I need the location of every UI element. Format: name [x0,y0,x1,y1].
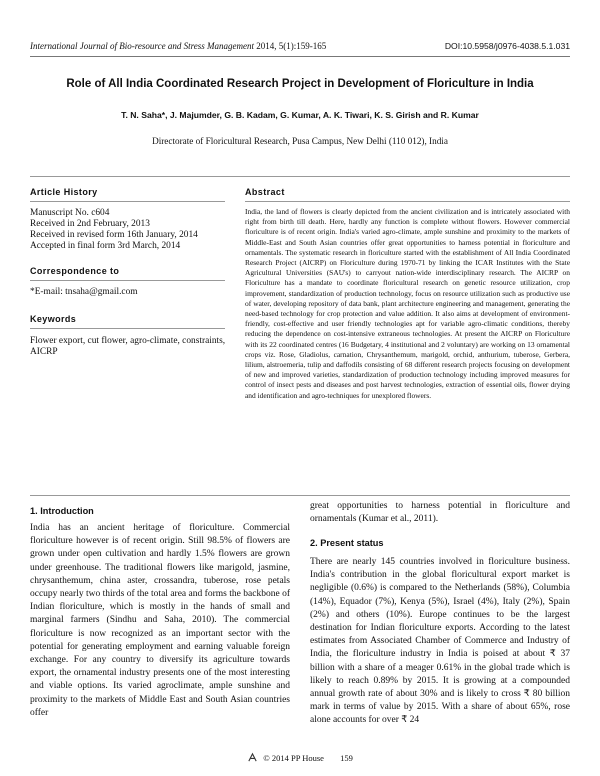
affiliation: Directorate of Floricultural Research, Pusa Campus, New Delhi (110 012), India [152,136,448,146]
authors: T. N. Saha*, J. Majumder, G. B. Kadam, G. Kumar, A. K. Tiwari, K. S. Girish and R. Kumar [121,110,479,120]
copyright: © 2014 PP House [263,753,324,763]
present-status-text: There are nearly 145 countries involved in floriculture business. India's contribution in the global floricultural export market is negligible (0.6%) is compared to the Netherlands (58%), Columbia (14%), Equador (7%), Kenya (5%), Israel (4%), Italy (2%), Spain (2%) and others (10%). Europe continues to be the largest destination for Indian floriculture exports. According to the latest estimates from Associated Chamber of Commerce and Industry of India, the floriculture industry in India is poised at about ₹ 37 billion with a share of a meager 0.61% in the global trade which is likely to reach 0.89% by 2015. It is growing at a compounded annual growth rate of about 30% and is likely to cross ₹ 80 billion mark in terms of value by 2015. With a share of about 65%, rose alone accounts for over ₹ 24 [310,557,570,726]
page-number: 159 [340,753,353,763]
abstract-rule [30,495,570,496]
header-rule [30,56,570,57]
keywords-heading: Keywords [30,314,225,329]
introduction-continuation: great opportunities to harness potential in floriculture and ornamentals (Kumar et al., 2011). [310,501,570,525]
keywords-text: Flower export, cut flower, agro-climate, constraints, AICRP [30,336,226,357]
page-footer [0,752,600,763]
journal-name: International Journal of Bio-resource and Stress Management [30,41,254,51]
history-line: Received in 2nd February, 2013 [30,219,150,229]
abstract-heading: Abstract [245,187,570,202]
section-rule [30,176,570,177]
doi[interactable]: DOI:10.5958/j0976-4038.5.1.031 [444,41,570,51]
article-history [30,208,230,252]
publisher-logo-icon [247,752,258,763]
running-header [30,41,570,51]
journal-citation [30,41,326,51]
citation: 2014, 5(1):159-165 [256,41,327,51]
introduction-heading: 1. Introduction [30,506,94,516]
correspondence-email[interactable]: *E-mail: tnsaha@gmail.com [30,287,138,297]
present-status-heading: 2. Present status [310,538,384,548]
article-history-heading: Article History [30,187,225,202]
introduction-text: India has an ancient heritage of floriculture. Commercial floriculture however is of recent origin. Still 98.5% of flowers are grown under open cultivation and hardly 1.5% flowers are grown under greenhouse. The traditional flowers like marigold, jasmine, chrysanthemum, china aster, crossandra, tuberose, rose petals occupy nearly two thirds of the total area and forms the backbone of Indian floriculture, which is mostly in the hands of small and marginal farmers (Sindhu and Saha, 2010). The commercial floriculture is now recognized as an important sector with the potential for generating employment and earning valuable foreign exchange. For any country to diversify its agriculture towards export, the ornamental industry presents one of the most interesting and viable options. Its varied agroclimate, ample sunshine and proximity to the markets of Middle East and South Asian countries offer [30,523,290,718]
paper-title: Role of All India Coordinated Research Project in Development of Floriculture in India [66,78,534,90]
correspondence-heading: Correspondence to [30,266,225,281]
abstract-text: India, the land of flowers is clearly depicted from the ancient civilization and is intricately associated with right from birth till death. Here, hardly any function is complete without flowers. However commercial floriculture is of recent origin. India's varied agro-climate, ample sunshine and proximity to the markets of Middle-East and South Asian countries offer great opportunities to harness potential in floriculture and ornamentals. The systematic research in floriculture started with the establishment of All India Coordinated Research Project (AICRP) on Floriculture during 1970-71 by linking the ICAR Institutes with the State Agricultural Universities (SAU's) to carryout nation-wide interdisciplinary research. The AICRP on Floriculture has a mandate to coordinate floricultural research on genetic resource utilization, crop improvement, standardization of production technology, focus on resource utilization such as productive use of water, developing repository of data bank, plant architecture engineering and management, generating the need-based technology for crop protection and value addition. It also aims at development of environment-friendly, cost-effective and user friendly technologies apt for variable agro-climatic conditions, thereby reducing the dependence on cost-intensive extraneous technologies. At present the AICRP on Floriculture with its 22 coordinated centres (16 Budgetary, 4 institutional and 2 voluntary) are working on 13 ornamental crops viz. Rose, Gladiolus, carnation, Chrysanthemum, marigold, orchid, anthurium, tuberose, Gerbera, lilium, alstroemeria, tulip and daffodils consisting of 68 different research projects focusing on development of new and improved varieties, standardization of production technology including improved measures for control of insect pests and diseases and post harvest technologies, extraction of essential oils, flower drying and identification and agro-techniques for unexplored flowers. [245,207,570,400]
history-line: Manuscript No. c604 [30,208,110,218]
history-line: Received in revised form 16th January, 2014 [30,230,198,240]
history-line: Accepted in final form 3rd March, 2014 [30,241,181,251]
